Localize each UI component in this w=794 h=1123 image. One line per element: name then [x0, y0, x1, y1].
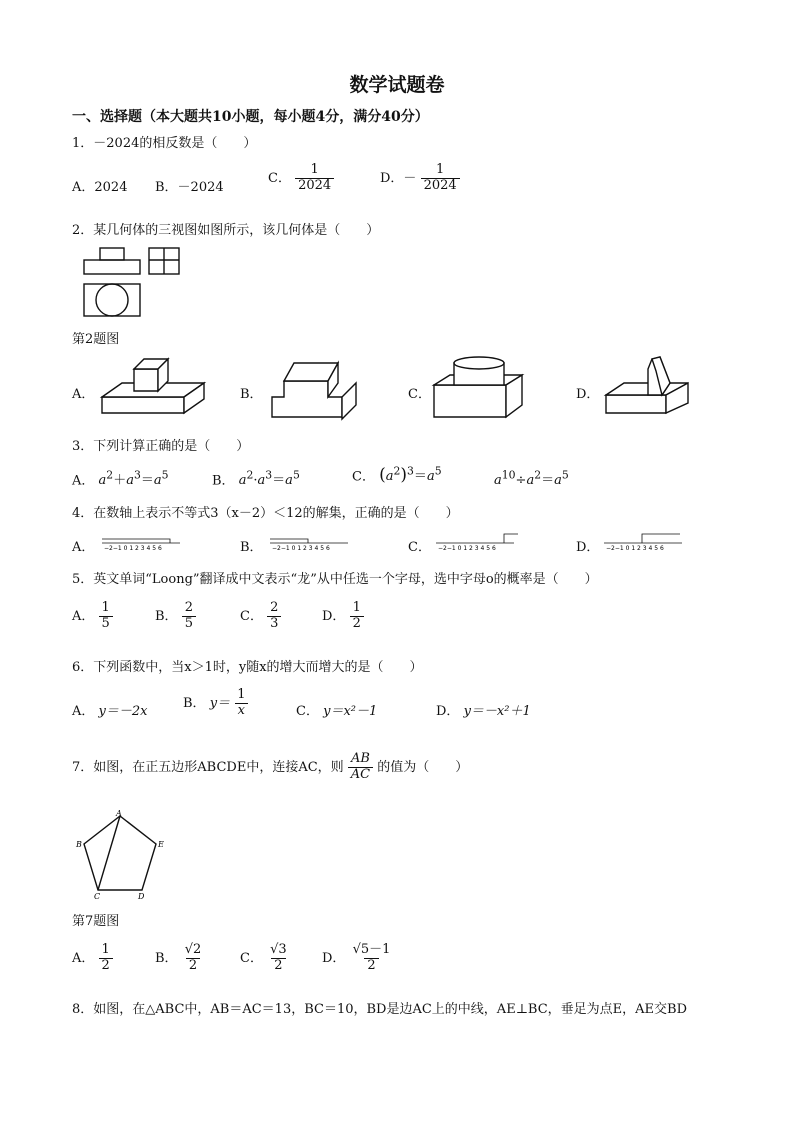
vertex-label-d: D	[138, 892, 145, 901]
q2-solid-c-icon	[432, 355, 528, 425]
q2-figure-caption: 第2题图	[72, 332, 120, 347]
q3-option-a	[72, 469, 169, 488]
question-1-stem: 1．－2024的相反数是（ ）	[72, 136, 257, 151]
fraction-denominator: 2024	[421, 178, 460, 194]
question-5-stem: 5．英文单词“Loong”翻译成中文表示“龙”从中任选一个字母，选中字母o的概率是（ ）	[72, 572, 598, 587]
q6-a-label: A．	[72, 704, 95, 719]
q7-ratio-fraction	[348, 752, 373, 783]
pentagon-figure	[74, 808, 170, 904]
fraction-denominator: 2	[271, 958, 285, 974]
q6-b-expression: y＝	[209, 695, 231, 711]
q7-c-label: C．	[240, 950, 263, 966]
q6-b-fraction	[234, 688, 248, 719]
q6-b-label: B．	[183, 695, 206, 711]
question-4-stem: 4．在数轴上表示不等式3（x－2）＜12的解集，正确的是（ ）	[72, 506, 459, 521]
q7-option-d	[322, 943, 393, 974]
q7-option-c	[240, 943, 290, 974]
fraction-numerator: √3	[270, 942, 287, 957]
q1-option-d	[380, 163, 460, 194]
question-7-stem	[72, 752, 468, 783]
fraction-numerator: 1	[101, 600, 110, 615]
q4-number-line-a	[102, 530, 182, 552]
vertex-label-c: C	[94, 892, 101, 901]
fraction-denominator: 2	[364, 958, 378, 974]
q5-option-d	[322, 601, 364, 632]
q3-option-d	[494, 469, 569, 488]
fraction-denominator: 2	[350, 616, 364, 632]
fraction-denominator: 3	[267, 616, 281, 632]
question-8-stem: 8．如图，在△ABC中，AB＝AC＝13，BC＝10，BD是边AC上的中线，AE⊥BC，垂足为点E，AE交BD	[72, 1002, 687, 1017]
q5-option-c	[240, 601, 281, 632]
q7-a-fraction	[99, 943, 113, 974]
q5-b-label: B．	[155, 608, 178, 624]
q4-number-line-c	[436, 530, 520, 552]
q4-option-a: A．	[72, 540, 95, 555]
q5-d-fraction	[350, 601, 364, 632]
q6-option-b	[183, 688, 248, 719]
q3-a-expression: $a^2+a^3=a^5$	[98, 469, 169, 489]
q6-option-c	[296, 700, 377, 719]
q3-b-label: B．	[212, 473, 235, 489]
q7-d-label: D．	[322, 950, 346, 966]
vertex-label-b: B	[76, 840, 82, 849]
fraction-denominator: 2	[99, 958, 113, 974]
q2-option-c: C．	[408, 387, 431, 402]
fraction-numerator: AB	[350, 751, 370, 766]
fraction-numerator: 2	[270, 600, 279, 615]
q4-option-b: B．	[240, 540, 263, 555]
q5-d-label: D．	[322, 608, 346, 624]
q4-option-d: D．	[576, 540, 600, 555]
q2-solid-b-icon	[270, 355, 362, 425]
q4-c-ticks: −2−1 0 1 2 3 4 5 6	[438, 545, 496, 552]
fraction-denominator: 5	[99, 616, 113, 632]
q4-option-c: C．	[408, 540, 431, 555]
q4-d-ticks: −2−1 0 1 2 3 4 5 6	[606, 545, 664, 552]
page-title: 数学试题卷	[349, 74, 445, 96]
fraction-denominator: 2	[186, 958, 200, 974]
q3-b-expression: $a^2\cdot a^3=a^5$	[238, 469, 300, 489]
q7-a-label: A．	[72, 950, 95, 966]
q3-c-expression: $(a^2)^3=a^5$	[379, 465, 442, 486]
q5-option-a	[72, 601, 113, 632]
q7-c-fraction	[267, 943, 290, 974]
q1-option-c	[268, 163, 334, 194]
vertex-label-e: E	[158, 840, 164, 849]
q6-option-a	[72, 700, 147, 719]
q3-option-c	[352, 465, 442, 485]
section-heading: 一、选择题（本大题共10小题，每小题4分，满分40分）	[72, 109, 429, 125]
q1-option-a: A．2024	[72, 180, 128, 195]
q2-option-a: A．	[72, 387, 95, 402]
fraction-numerator: √2	[184, 942, 202, 957]
q2-option-b: B．	[240, 387, 263, 402]
q4-b-ticks: −2−1 0 1 2 3 4 5 6	[272, 545, 330, 552]
q7-b-fraction	[182, 943, 205, 974]
q3-option-b	[212, 469, 300, 488]
q6-d-label: D．	[436, 704, 460, 719]
q6-d-expression: y＝－x²＋1	[463, 704, 531, 719]
fraction-numerator: 1	[101, 942, 110, 957]
q3-d-expression: $a^{10}\div a^2=a^5$	[494, 469, 569, 489]
q6-c-expression: y＝x²－1	[323, 704, 378, 719]
q4-number-line-b	[270, 530, 350, 552]
q5-b-fraction	[182, 601, 196, 632]
fraction-numerator: 1	[435, 162, 445, 177]
q2-solid-a-icon	[100, 355, 190, 425]
three-view-figure	[80, 242, 190, 322]
q5-a-label: A．	[72, 608, 95, 624]
q5-option-b	[155, 601, 196, 632]
q7-b-label: B．	[155, 950, 178, 966]
fraction-numerator: 1	[352, 600, 361, 615]
fraction-numerator: 2	[184, 600, 193, 615]
q5-c-fraction	[267, 601, 281, 632]
q1-option-d-label: D．－	[380, 170, 417, 186]
q1-c-fraction	[295, 163, 334, 194]
q1-option-b: B．－2024	[155, 180, 224, 195]
fraction-numerator: 1	[237, 687, 246, 702]
fraction-denominator: 5	[182, 616, 196, 632]
q7-option-a	[72, 943, 113, 974]
q2-solid-d-icon	[604, 355, 694, 425]
question-3-stem: 3．下列计算正确的是（ ）	[72, 439, 250, 454]
fraction-numerator: √5－1	[352, 942, 391, 957]
question-2-stem: 2．某几何体的三视图如图所示，该几何体是（ ）	[72, 223, 380, 238]
q5-c-label: C．	[240, 608, 263, 624]
q5-a-fraction	[99, 601, 113, 632]
q7-figure-caption: 第7题图	[72, 914, 120, 929]
q6-option-d	[436, 700, 531, 719]
q4-a-ticks: −2−1 0 1 2 3 4 5 6	[104, 545, 162, 552]
q7-stem-post: 的值为（ ）	[377, 759, 469, 775]
q7-stem-pre: 7．如图，在正五边形ABCDE中，连接AC，则	[72, 759, 344, 775]
q1-option-c-label: C．	[268, 170, 291, 186]
fraction-denominator: AC	[348, 767, 373, 783]
q6-c-label: C．	[296, 704, 319, 719]
vertex-label-a: A	[116, 809, 122, 818]
q2-option-d: D．	[576, 387, 600, 402]
q7-option-b	[155, 943, 204, 974]
fraction-denominator: x	[235, 703, 248, 719]
q1-d-fraction	[421, 163, 460, 194]
q3-c-label: C．	[352, 469, 375, 485]
fraction-denominator: 2024	[295, 178, 334, 194]
q7-d-fraction	[350, 943, 394, 974]
q3-a-label: A．	[72, 473, 95, 489]
q6-a-expression: y＝－2x	[98, 704, 148, 719]
q4-number-line-d	[604, 530, 684, 552]
question-6-stem: 6．下列函数中，当x＞1时，y随x的增大而增大的是（ ）	[72, 660, 423, 675]
fraction-numerator: 1	[310, 162, 319, 177]
